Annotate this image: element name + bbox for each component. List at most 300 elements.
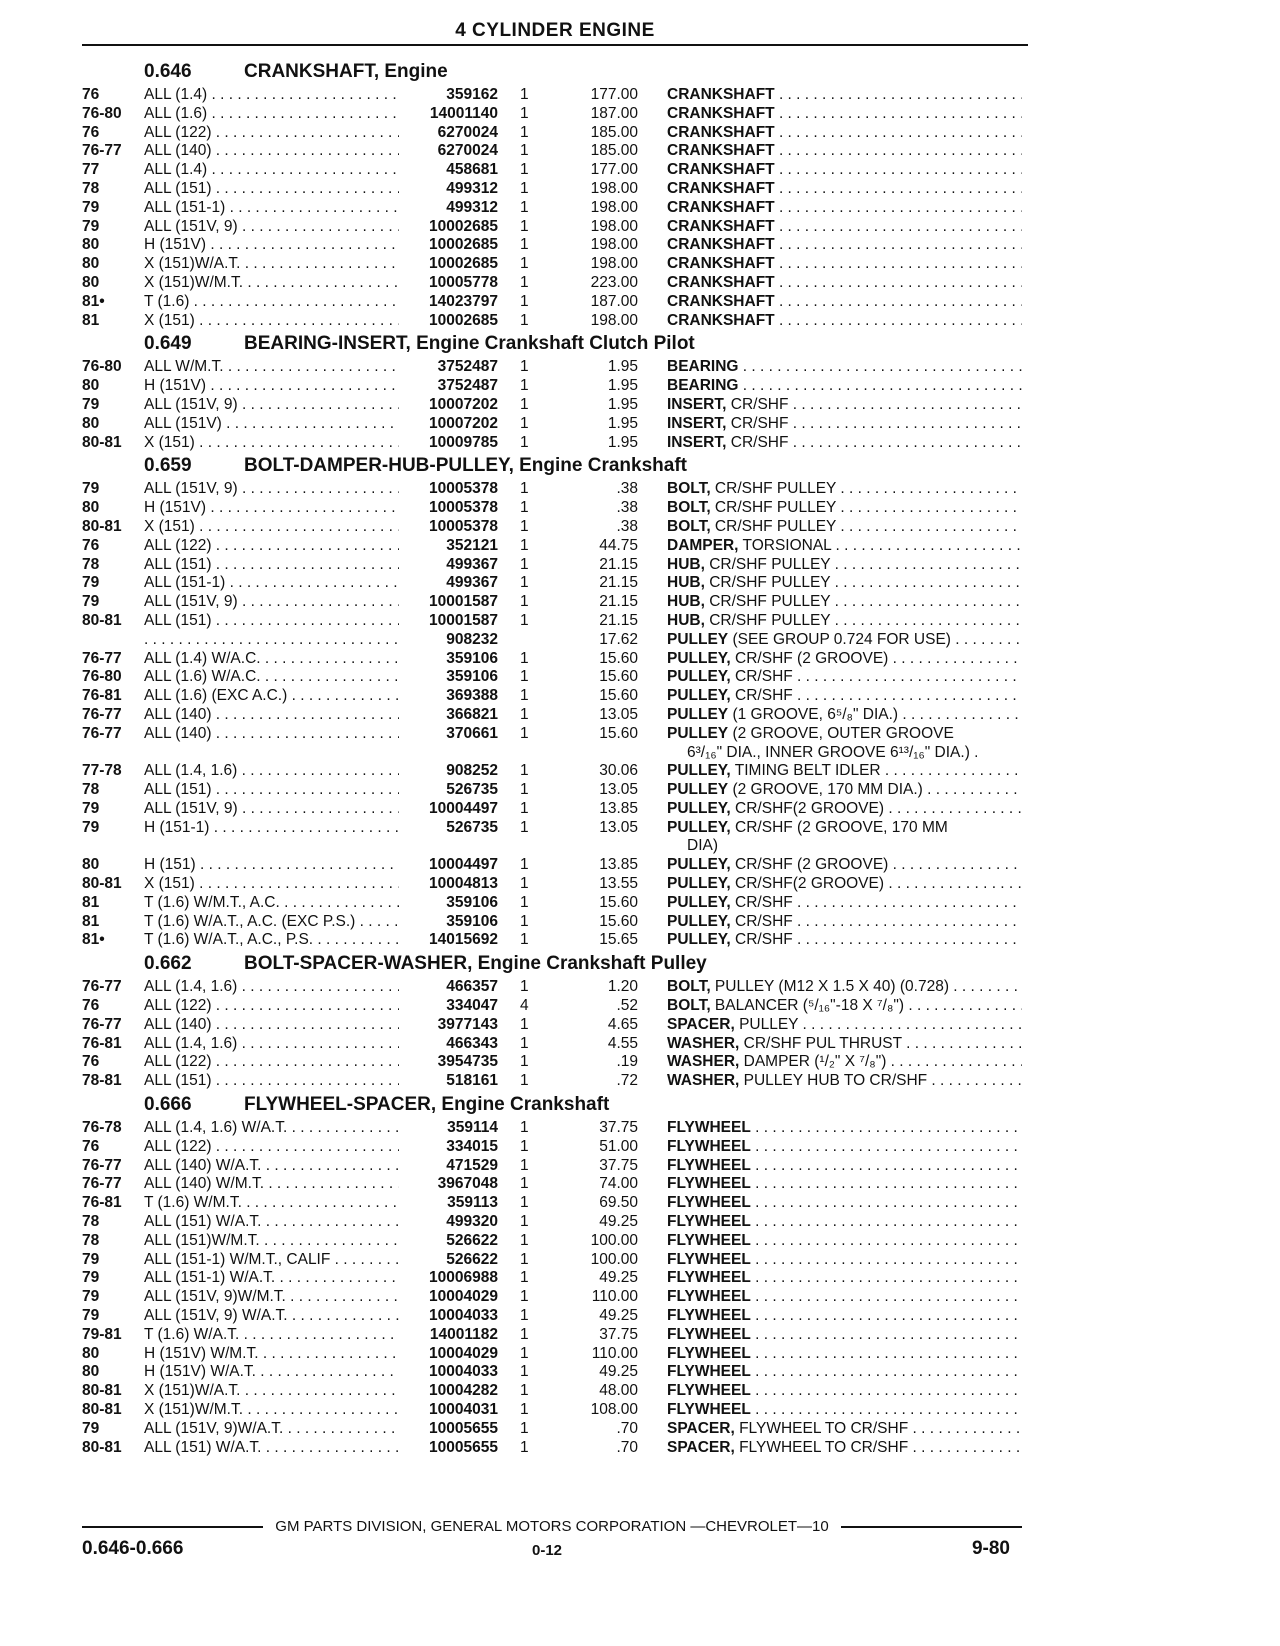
description-detail: CR/SHF PULLEY: [710, 517, 837, 535]
table-row: [82, 1288, 1032, 1307]
model-year: 79: [82, 480, 100, 498]
model-year: 80: [82, 1344, 100, 1362]
description: [667, 1363, 1022, 1382]
price: 100.00: [590, 1231, 638, 1249]
footer-publisher-line: [82, 1518, 1022, 1536]
page-title: 4 CYLINDER ENGINE: [455, 20, 655, 41]
model-year: 80: [82, 414, 100, 432]
model-year: 76-77: [82, 1015, 122, 1033]
description: [667, 819, 1022, 838]
section-code: 0.666: [144, 1094, 192, 1116]
model-year: 79: [82, 1269, 100, 1287]
description: [667, 180, 1022, 199]
application: ALL (122) . . .: [144, 124, 399, 143]
model-year: 76-78: [82, 1119, 122, 1137]
application: ALL (140) . . .: [144, 1016, 399, 1035]
quantity: 1: [520, 1288, 529, 1306]
price: 100.00: [590, 1250, 638, 1268]
description-keyword: FLYWHEEL: [667, 1156, 751, 1174]
description-keyword: BEARING: [667, 377, 739, 395]
description: [667, 434, 1022, 453]
description-keyword: CRANKSHAFT: [667, 86, 775, 103]
quantity: 1: [520, 593, 529, 611]
model-year: 80-81: [82, 1401, 122, 1418]
price: 13.55: [599, 875, 638, 893]
part-number: 10004029: [400, 1288, 498, 1307]
price: 51.00: [599, 1137, 638, 1155]
quantity: 1: [520, 236, 529, 254]
description-keyword: FLYWHEEL: [667, 1250, 751, 1268]
description-detail: CR/SHF (2 GROOVE, 170 MM: [730, 818, 948, 836]
quantity: 1: [520, 311, 529, 329]
description-keyword: PULLEY: [667, 724, 729, 742]
description-keyword: FLYWHEEL: [667, 1269, 751, 1287]
description: [667, 377, 1022, 396]
description-keyword: CRANKSHAFT: [667, 104, 775, 122]
part-number: 3977143: [400, 1016, 498, 1035]
price: 15.60: [599, 649, 638, 667]
footer-rule-right: [841, 1526, 1022, 1528]
application: ALL (140) . . .: [144, 706, 399, 725]
table-row: [82, 86, 1032, 105]
description-keyword: PULLEY: [667, 781, 729, 799]
table-row: [82, 499, 1032, 518]
part-number: 10002685: [400, 255, 498, 274]
price: 108.00: [590, 1401, 638, 1418]
part-number: 10004029: [400, 1345, 498, 1364]
description: [667, 199, 1022, 218]
price: 1.95: [607, 395, 638, 413]
quantity: 1: [520, 358, 529, 376]
description-keyword: PULLEY,: [667, 875, 731, 893]
description-keyword: INSERT,: [667, 414, 727, 432]
quantity: 1: [520, 781, 529, 799]
model-year: 80: [82, 499, 100, 517]
price: 185.00: [590, 123, 638, 141]
price: 37.75: [599, 1119, 638, 1137]
application: H (151V) W/M.T. . . .: [144, 1345, 399, 1364]
price: .52: [616, 997, 638, 1015]
application: ALL (151V, 9) . . .: [144, 800, 399, 819]
model-year: 76: [82, 123, 100, 141]
table-row: [82, 1401, 1032, 1420]
description-detail: CR/SHF PUL THRUST: [739, 1034, 902, 1052]
part-number: 10004033: [400, 1307, 498, 1326]
model-year: 76-77: [82, 705, 122, 723]
model-year: 76-77: [82, 142, 122, 160]
description: [667, 1072, 1022, 1091]
price: 69.50: [599, 1194, 638, 1212]
price: .38: [616, 480, 638, 498]
application: ALL (122) . . .: [144, 1138, 399, 1157]
table-row: [82, 875, 1032, 894]
table-row: [82, 612, 1032, 631]
table-row: [82, 537, 1032, 556]
description-detail: BALANCER (⁵/₁₆"-18 X ⁷/₈"): [710, 997, 905, 1015]
section-name: BOLT-DAMPER-HUB-PULLEY, Engine Crankshaft: [244, 455, 688, 477]
price: 198.00: [590, 236, 638, 254]
application: X (151)W/A.T. . . .: [144, 1382, 399, 1401]
price: 110.00: [591, 1344, 638, 1362]
model-year: 78: [82, 1231, 100, 1249]
application: ALL (1.6) . . .: [144, 105, 399, 124]
section-title: [82, 1091, 1032, 1119]
description-keyword: BOLT,: [667, 499, 711, 517]
description-detail: TIMING BELT IDLER: [730, 762, 881, 780]
description: [667, 161, 1022, 180]
model-year: 80-81: [82, 433, 122, 451]
quantity: 1: [520, 762, 529, 780]
footer-bottom: [82, 1538, 1022, 1564]
quantity: 1: [520, 1213, 529, 1231]
application: X (151)W/M.T. . . .: [144, 274, 399, 293]
description-keyword: PULLEY,: [667, 856, 731, 874]
table-row: [82, 725, 1032, 744]
table-row: [82, 856, 1032, 875]
part-number: 10001587: [400, 593, 498, 612]
quantity: 1: [520, 104, 529, 122]
description-keyword: PULLEY,: [667, 818, 731, 836]
part-number: 334047: [400, 997, 498, 1016]
application: X (151)W/A.T. . . .: [144, 255, 399, 274]
description-detail: CR/SHF: [730, 893, 793, 911]
application: ALL (1.4) W/A.C. . . .: [144, 650, 399, 669]
price: 13.85: [599, 856, 638, 874]
quantity: 1: [520, 1382, 529, 1400]
application: ALL (151V, 9) W/A.T. . . .: [144, 1307, 399, 1326]
model-year: 78: [82, 555, 100, 573]
description-keyword: CRANKSHAFT: [667, 161, 775, 179]
description-keyword: CRANKSHAFT: [667, 179, 775, 197]
description-detail: CR/SHF PULLEY: [710, 480, 837, 498]
application: ALL W/M.T. . . .: [144, 358, 399, 377]
application: ALL (151V, 9)W/A.T. . . .: [144, 1420, 399, 1439]
model-year: 79: [82, 1307, 100, 1325]
part-number: 369388: [400, 687, 498, 706]
model-year: 79: [82, 1250, 100, 1268]
table-row: [82, 631, 1032, 650]
quantity: 1: [520, 123, 529, 141]
description: [667, 593, 1022, 612]
table-row: [82, 687, 1032, 706]
description-detail: CR/SHF PULLEY: [704, 593, 831, 611]
table-row: [82, 358, 1032, 377]
description-keyword: BEARING: [667, 358, 739, 376]
quantity: 1: [520, 1269, 529, 1287]
application: ALL (151V, 9) . . .: [144, 396, 399, 415]
price: 15.60: [599, 687, 638, 705]
table-row: [82, 762, 1032, 781]
section-name: CRANKSHAFT, Engine: [244, 61, 448, 82]
description: [667, 574, 1022, 593]
application: ALL (151V, 9) . . .: [144, 593, 399, 612]
description: [667, 236, 1022, 255]
description-keyword: BOLT,: [667, 517, 711, 535]
description: [667, 1035, 1022, 1054]
quantity: 1: [520, 255, 529, 273]
price: 1.95: [607, 358, 638, 376]
price: 44.75: [599, 536, 638, 554]
application: ALL (151V, 9) . . .: [144, 480, 399, 499]
application: H (151V) . . .: [144, 236, 399, 255]
model-year: 76-80: [82, 104, 122, 122]
part-number: 458681: [400, 161, 498, 180]
application: ALL (151) . . .: [144, 1072, 399, 1091]
description: [667, 894, 1022, 913]
price: 1.95: [607, 414, 638, 432]
description-keyword: PULLEY,: [667, 893, 731, 911]
table-row: [82, 1382, 1032, 1401]
model-year: 77-78: [82, 762, 122, 780]
section-name: FLYWHEEL-SPACER, Engine Crankshaft: [244, 1094, 610, 1116]
section-title: [82, 330, 1032, 358]
table-row: [82, 1420, 1032, 1439]
part-number: 3752487: [400, 358, 498, 377]
description-detail: CR/SHF (2 GROOVE): [730, 649, 889, 667]
description: [667, 218, 1022, 237]
part-number: 499367: [400, 574, 498, 593]
table-row: [82, 1194, 1032, 1213]
quantity: 1: [520, 818, 529, 836]
application: T (1.6) W/A.T., A.C., P.S. . . .: [144, 931, 399, 950]
description-keyword: FLYWHEEL: [667, 1231, 751, 1249]
model-year: 76: [82, 997, 100, 1015]
application: T (1.6) W/A.T., A.C. (EXC P.S.) . . .: [144, 913, 399, 932]
table-row: [82, 255, 1032, 274]
price: 49.25: [599, 1307, 638, 1325]
description-keyword: HUB,: [667, 574, 705, 592]
section-name: BOLT-SPACER-WASHER, Engine Crankshaft Pulley: [244, 953, 707, 975]
application: ALL (1.4, 1.6) . . .: [144, 762, 399, 781]
part-number: 14001140: [400, 105, 498, 124]
description-keyword: CRANKSHAFT: [667, 123, 775, 141]
description-detail: CR/SHF: [726, 414, 789, 432]
description-detail: PULLEY (M12 X 1.5 X 40) (0.728) .: [710, 978, 958, 996]
price: 177.00: [590, 161, 638, 179]
part-number: 908252: [400, 762, 498, 781]
description-keyword: CRANKSHAFT: [667, 292, 775, 310]
description: [667, 1157, 1022, 1176]
application: ALL (140) W/A.T. . . .: [144, 1157, 399, 1176]
model-year: 76: [82, 1137, 100, 1155]
quantity: 1: [520, 217, 529, 235]
section-title: [82, 452, 1032, 480]
application: ALL (1.4) . . .: [144, 161, 399, 180]
application: ALL (151) . . .: [144, 781, 399, 800]
application: ALL (151V, 9)W/M.T. . . .: [144, 1288, 399, 1307]
model-year: 76-77: [82, 724, 122, 742]
application: ALL (1.4, 1.6) . . .: [144, 1035, 399, 1054]
description-detail: CR/SHF PULLEY: [710, 499, 837, 517]
description: [667, 631, 1022, 650]
part-number: 334015: [400, 1138, 498, 1157]
quantity: 1: [520, 161, 529, 179]
quantity: 1: [520, 179, 529, 197]
description: [667, 1439, 1022, 1458]
part-number: 10007202: [400, 396, 498, 415]
description: [667, 1307, 1022, 1326]
footer-date: 9-80: [971, 1538, 1010, 1559]
part-number: 466357: [400, 978, 498, 997]
table-row: [82, 1363, 1032, 1382]
part-number: 471529: [400, 1157, 498, 1176]
application: T (1.6) W/M.T. . . .: [144, 1194, 399, 1213]
model-year: 78: [82, 1213, 100, 1231]
quantity: 1: [520, 875, 529, 893]
application: ALL (151) . . .: [144, 556, 399, 575]
description-detail: CR/SHF (2 GROOVE): [730, 856, 889, 874]
part-number: 359106: [400, 668, 498, 687]
price: 110.00: [591, 1288, 638, 1306]
description-detail: PULLEY: [734, 1015, 799, 1033]
section-code: 0.649: [144, 333, 192, 355]
table-row: [82, 480, 1032, 499]
price: 49.25: [599, 1213, 638, 1231]
part-number: 359162: [400, 86, 498, 105]
price: 21.15: [599, 555, 638, 573]
part-number: 10004033: [400, 1363, 498, 1382]
quantity: 1: [520, 1438, 529, 1456]
description: [667, 612, 1022, 631]
part-number: 10002685: [400, 312, 498, 331]
description-keyword: CRANKSHAFT: [667, 273, 775, 291]
description: [667, 293, 1022, 312]
part-number: 10005378: [400, 499, 498, 518]
price: 198.00: [590, 311, 638, 329]
description: [667, 537, 1022, 556]
part-number: 526622: [400, 1251, 498, 1270]
price: 37.75: [599, 1156, 638, 1174]
price: 187.00: [590, 104, 638, 122]
description: [667, 556, 1022, 575]
model-year: 80: [82, 255, 100, 273]
table-row: [82, 1439, 1032, 1458]
part-number: 359106: [400, 894, 498, 913]
application: ALL (1.4) . . .: [144, 86, 399, 105]
description-detail: (1 GROOVE, 6⁵/₈" DIA.): [728, 705, 899, 723]
description-detail: CR/SHF(2 GROOVE): [730, 799, 885, 817]
table-row: [82, 1269, 1032, 1288]
quantity: 1: [520, 480, 529, 498]
table-row: [82, 142, 1032, 161]
part-number: 499367: [400, 556, 498, 575]
table-row-continuation: [82, 744, 1032, 763]
description-keyword: PULLEY,: [667, 687, 731, 705]
model-year: 79: [82, 395, 100, 413]
description: [667, 415, 1022, 434]
quantity: 1: [520, 1363, 529, 1381]
model-year: 78-81: [82, 1072, 122, 1090]
part-number: 499312: [400, 180, 498, 199]
description: [667, 1119, 1022, 1138]
description-detail: FLYWHEEL TO CR/SHF: [734, 1419, 909, 1437]
description-keyword: WASHER,: [667, 1034, 740, 1052]
description-keyword: CRANKSHAFT: [667, 142, 775, 160]
part-number: 6270024: [400, 142, 498, 161]
model-year: 81: [82, 311, 100, 329]
model-year: 79: [82, 818, 100, 836]
description-keyword: WASHER,: [667, 1053, 740, 1071]
part-number: 14001182: [400, 1326, 498, 1345]
table-row: [82, 1035, 1032, 1054]
part-number: 370661: [400, 725, 498, 744]
quantity: 1: [520, 1419, 529, 1437]
quantity: 1: [520, 649, 529, 667]
model-year: 76-77: [82, 1156, 122, 1174]
quantity: 1: [520, 668, 529, 686]
model-year: 76: [82, 1053, 100, 1071]
description: [667, 86, 1022, 105]
model-year: 80-81: [82, 875, 122, 893]
table-row: [82, 1251, 1032, 1270]
parts-listing: [82, 58, 1032, 1457]
quantity: 1: [520, 273, 529, 291]
description-keyword: FLYWHEEL: [667, 1325, 751, 1343]
part-number: 10004497: [400, 856, 498, 875]
price: .19: [616, 1053, 638, 1071]
part-number: 526622: [400, 1232, 498, 1251]
description-keyword: CRANKSHAFT: [667, 255, 775, 273]
description-keyword: PULLEY: [667, 630, 729, 648]
part-number: 10004813: [400, 875, 498, 894]
application: X (151)W/M.T. . . .: [144, 1401, 399, 1420]
description-keyword: PULLEY,: [667, 799, 731, 817]
description-keyword: INSERT,: [667, 433, 727, 451]
table-row: [82, 124, 1032, 143]
description-detail: CR/SHF: [730, 668, 793, 686]
application: X (151) . . .: [144, 312, 399, 331]
table-row: [82, 218, 1032, 237]
description: [667, 1345, 1022, 1364]
quantity: 1: [520, 893, 529, 911]
part-number: 10005778: [400, 274, 498, 293]
quantity: 1: [520, 433, 529, 451]
description: [667, 687, 1022, 706]
description: [667, 1175, 1022, 1194]
application: ALL (151) . . .: [144, 180, 399, 199]
application: ALL (122) . . .: [144, 997, 399, 1016]
quantity: 1: [520, 142, 529, 160]
model-year: 80-81: [82, 1438, 122, 1456]
description-detail: CR/SHF PULLEY: [704, 555, 831, 573]
section-code: 0.659: [144, 455, 192, 477]
description-keyword: PULLEY,: [667, 649, 731, 667]
quantity: 1: [520, 1072, 529, 1090]
description-keyword: CRANKSHAFT: [667, 217, 775, 235]
description-keyword: FLYWHEEL: [667, 1382, 751, 1400]
description: [667, 913, 1022, 932]
table-row: [82, 593, 1032, 612]
part-number: 499320: [400, 1213, 498, 1232]
quantity: 1: [520, 414, 529, 432]
description-keyword: PULLEY: [667, 705, 729, 723]
price: 15.65: [599, 931, 638, 949]
description: [667, 706, 1022, 725]
table-row: [82, 800, 1032, 819]
quantity: 1: [520, 395, 529, 413]
part-number: 908232: [400, 631, 498, 650]
quantity: 1: [520, 687, 529, 705]
description-keyword: DAMPER,: [667, 536, 739, 554]
model-year: 77: [82, 161, 100, 179]
price: 49.25: [599, 1363, 638, 1381]
description-keyword: SPACER,: [667, 1015, 735, 1033]
application: [144, 631, 399, 650]
description-keyword: HUB,: [667, 555, 705, 573]
description: [667, 312, 1022, 331]
price: 1.95: [607, 433, 638, 451]
model-year: 76-80: [82, 668, 122, 686]
